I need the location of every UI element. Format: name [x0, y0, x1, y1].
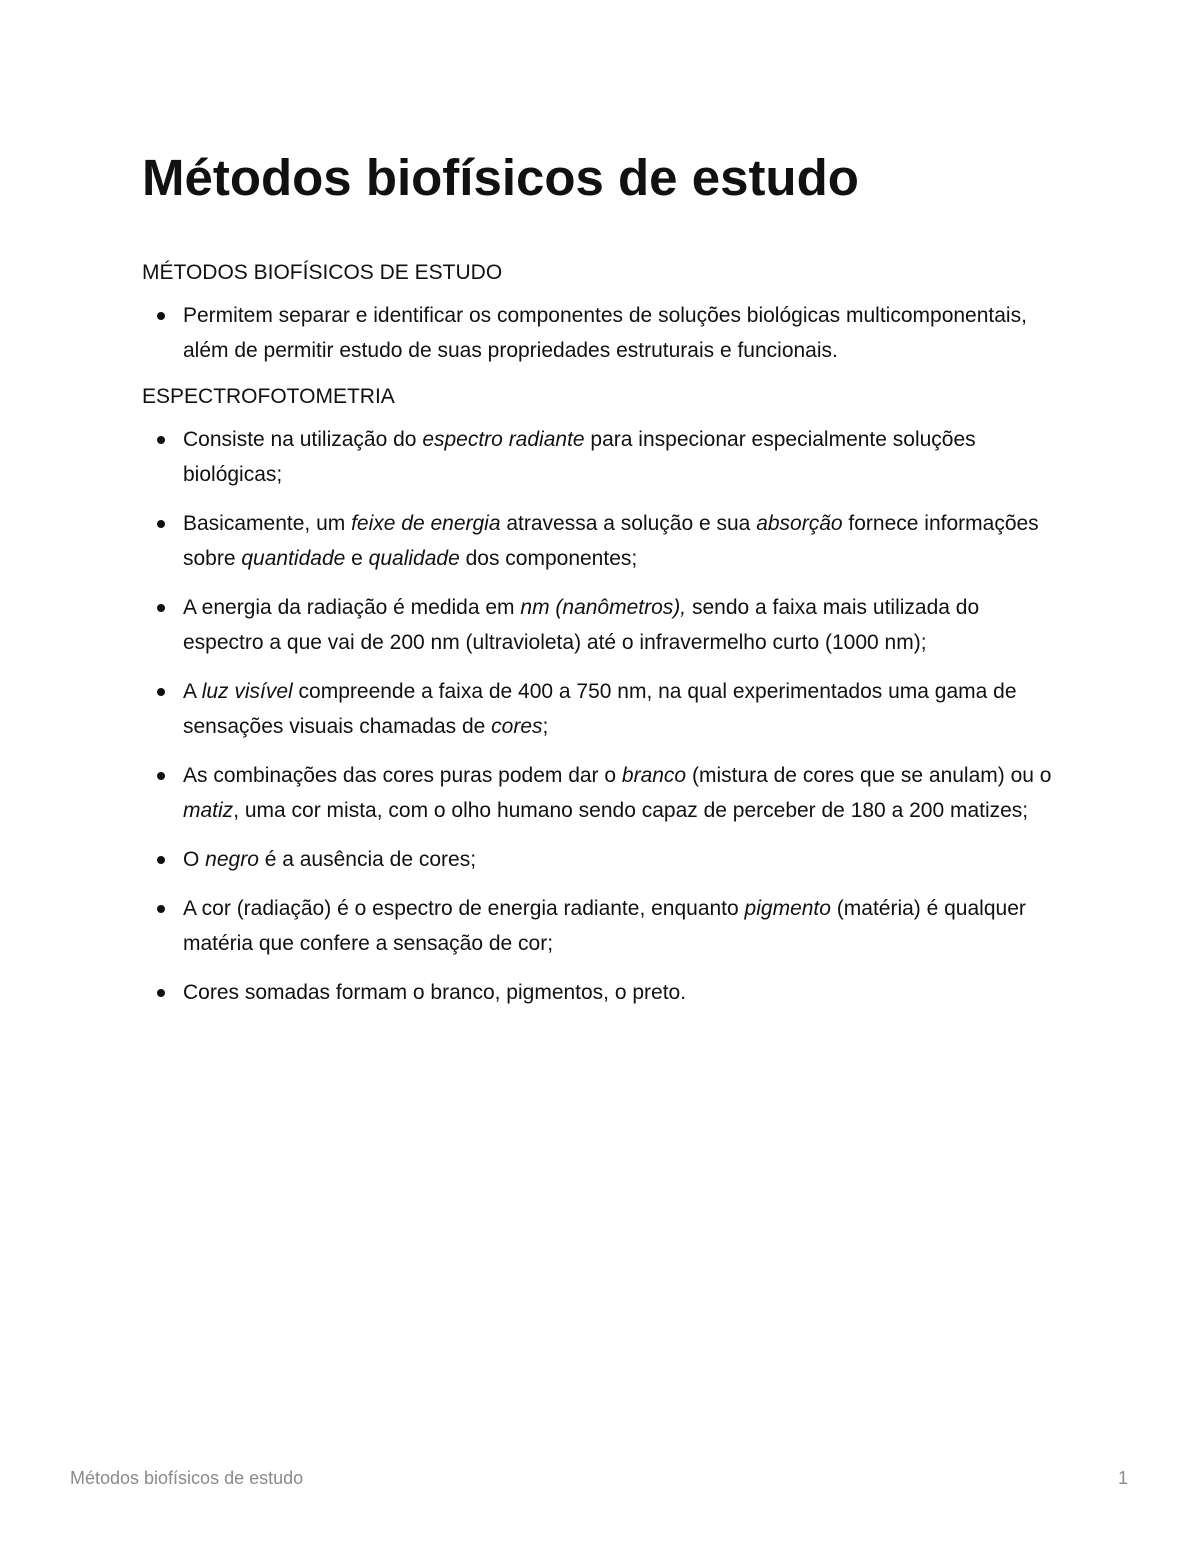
list-item-text: ; — [542, 715, 549, 738]
list-item-text: sendo a faixa mais utilizada do espectro a que vai de 200 nm (ultravioleta) até o infravermelho curto (1000 nm); — [183, 596, 980, 654]
list-item-text: atravessa a solução e sua — [500, 512, 757, 535]
list-item — [142, 590, 1062, 660]
list-item-text: A cor (radiação) é o espectro de energia radiante, enquanto — [183, 897, 745, 920]
list-item — [142, 758, 1062, 828]
list-item-text: , uma cor mista, com o olho humano sendo capaz de perceber de 180 a 200 matizes; — [233, 799, 1029, 822]
emphasis-text: quantidade — [241, 547, 346, 570]
bullet-icon — [157, 905, 165, 913]
list-item-text: é a ausência de cores; — [258, 848, 477, 871]
list-item-text: A — [183, 680, 202, 703]
page-title: Métodos biofísicos de estudo — [142, 149, 859, 206]
bullet-icon — [157, 772, 165, 780]
list-item-text: (mistura de cores que se anulam) ou o — [686, 764, 1052, 787]
list-item-text: fornece informações sobre — [183, 512, 1039, 570]
document-content — [142, 138, 1062, 1024]
emphasis-text: matiz — [183, 799, 234, 822]
emphasis-text: nm (nanômetros), — [520, 596, 687, 619]
bullet-list-metodos — [142, 298, 1062, 368]
section-heading-metodos: MÉTODOS BIOFÍSICOS DE ESTUDO — [142, 261, 503, 284]
list-item-text: (matéria) é qualquer matéria que confere a sensação de cor; — [183, 897, 1026, 955]
footer-page-number: 1 — [1117, 1468, 1128, 1488]
emphasis-text: negro — [205, 848, 259, 871]
list-item — [142, 298, 1062, 368]
list-item-text: e — [345, 547, 369, 570]
emphasis-text: qualidade — [368, 547, 460, 570]
bullet-icon — [157, 520, 165, 528]
list-item — [142, 674, 1062, 744]
bullet-icon — [157, 312, 165, 320]
bullet-icon — [157, 856, 165, 864]
emphasis-text: branco — [621, 764, 687, 787]
list-item-text: A energia da radiação é medida em — [183, 596, 521, 619]
emphasis-text: espectro radiante — [422, 428, 585, 451]
list-item — [142, 422, 1062, 492]
bullet-icon — [157, 989, 165, 997]
emphasis-text: feixe de energia — [351, 512, 501, 535]
section-heading-espectrofotometria: ESPECTROFOTOMETRIA — [142, 385, 395, 408]
list-item — [142, 842, 1062, 877]
list-item-text: compreende a faixa de 400 a 750 nm, na qual experimentados uma gama de sensações visuais chamadas de — [183, 680, 1017, 738]
list-item-text: Consiste na utilização do — [183, 428, 423, 451]
bullet-list-espectrofotometria — [142, 422, 1062, 1010]
emphasis-text: pigmento — [744, 897, 831, 920]
emphasis-text: cores — [491, 715, 543, 738]
list-item — [142, 975, 1062, 1010]
list-item-text: As combinações das cores puras podem dar o — [183, 764, 622, 787]
list-item — [142, 891, 1062, 961]
list-item-text: O — [183, 848, 206, 871]
list-item — [142, 506, 1062, 576]
bullet-icon — [157, 604, 165, 612]
list-item-text: para inspecionar especialmente soluções biológicas; — [183, 428, 976, 486]
list-item-text: Cores somadas formam o branco, pigmentos, o preto. — [183, 981, 687, 1004]
bullet-icon — [157, 436, 165, 444]
footer-title: Métodos biofísicos de estudo — [70, 1468, 304, 1488]
bullet-icon — [157, 688, 165, 696]
emphasis-text: luz visível — [201, 680, 293, 703]
emphasis-text: absorção — [756, 512, 843, 535]
list-item-text: Basicamente, um — [183, 512, 352, 535]
list-item-text: dos componentes; — [459, 547, 638, 570]
list-item-text: Permitem separar e identificar os componentes de soluções biológicas multicomponentais, além de permitir estudo de suas propriedades estruturais e funcionais. — [183, 304, 1027, 362]
